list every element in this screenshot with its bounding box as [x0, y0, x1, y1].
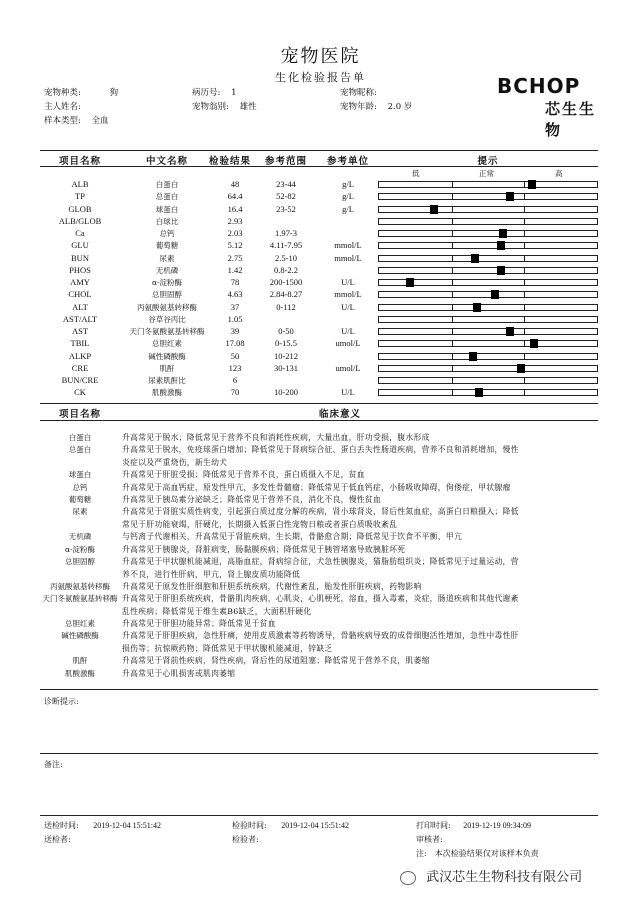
result-gauge	[378, 230, 598, 237]
gauge-marker	[497, 266, 505, 275]
table-row	[40, 338, 598, 350]
abbr-cell: CHOL	[68, 289, 92, 300]
abbr-cell: AST/ALT	[62, 313, 98, 324]
test-time-label: 检验时间:	[232, 821, 267, 830]
ref-range-cell: 52-82	[276, 191, 296, 202]
hint-low: 低	[412, 169, 420, 178]
cn-name-cell: 葡萄糖	[155, 241, 179, 251]
table-row	[40, 363, 598, 375]
result-cell: 78	[230, 277, 240, 287]
result-gauge	[378, 328, 598, 335]
cn-name-cell: 尿素肌酐比	[148, 376, 186, 385]
clinical-item-name: 尿素	[72, 507, 88, 517]
clinical-item	[40, 592, 598, 618]
case-value: 1	[231, 88, 237, 98]
clinical-top-rule	[40, 403, 598, 404]
gauge-marker	[497, 241, 505, 250]
abbr-cell: CK	[74, 387, 86, 398]
table-row	[40, 191, 598, 203]
test-time	[232, 820, 349, 831]
clinical-item	[40, 493, 598, 506]
unit-cell: mmol/L	[334, 289, 362, 300]
result-gauge	[378, 181, 598, 188]
clinical-item-name: 无机磷	[68, 532, 92, 542]
sender-label: 送检者:	[44, 835, 71, 844]
col-hint: 提示	[477, 156, 499, 167]
ref-range-cell: 10-200	[273, 387, 299, 398]
note-rule	[40, 753, 598, 754]
result-gauge	[378, 377, 598, 384]
sent-time-label: 送检时间:	[44, 821, 79, 830]
result-cell: 70	[230, 387, 240, 398]
unit-cell: U/L	[341, 326, 355, 336]
cn-name-cell: 无机磷	[155, 265, 179, 275]
clinical-item-text: 常见于肝功能衰竭，肝硬化，长期摄入低蛋白性宠物日粮或者蛋白质吸收紊乱	[122, 520, 398, 530]
clinical-item-text: 升高常见于甲状腺机能减退，高脂血症，肾病综合征，犬急性胰腺炎，猫脂肪组织炎；降低常见于过量运动，营	[122, 557, 519, 566]
col-unit: 参考单位	[326, 156, 369, 167]
diagnosis-rule	[40, 689, 598, 690]
logo-cn-text: 芯生生物	[545, 100, 597, 139]
clinical-item	[40, 629, 598, 655]
result-cell: 2.75	[227, 252, 243, 263]
print-time-label: 打印时间:	[416, 821, 451, 830]
owner-label: 主人姓名:	[44, 102, 81, 112]
cn-name-cell: 白球比	[155, 216, 179, 226]
clinical-item	[40, 654, 598, 667]
gauge-marker	[506, 327, 514, 336]
result-cell: 39	[230, 326, 240, 336]
watermark-text: 武汉芯生生物科技有限公司	[426, 870, 583, 885]
table-row	[40, 314, 598, 326]
unit-cell: U/L	[341, 387, 355, 398]
clinical-item-text: 升高常见于胰腺炎，肾脏病变，肠黏膜疾病；降低常见于胰管堵塞导致胰脏坏死	[122, 544, 406, 554]
result-cell: 16.4	[227, 203, 243, 214]
ref-range-cell: 0-112	[276, 301, 296, 312]
clinical-item-text: 升高常见于原发性肝细胞和肝胆系统疾病，代谢性紊乱，胎发性肝脏疾病，药物影响	[122, 581, 422, 591]
clinical-item-text: 升高常见于脱水，免疫球蛋白增加；降低常见于肾病综合征、蛋白丢失性肠道疾病，营养不良和消耗增加，慢性	[122, 445, 519, 455]
clinical-item-text: 升高常见于肝胆功能异常；降低常见于贫血	[122, 619, 276, 628]
brand-logo	[497, 74, 607, 139]
result-gauge	[378, 316, 598, 323]
result-gauge	[378, 279, 598, 286]
sex-value: 雄性	[239, 102, 257, 112]
table-row	[40, 302, 598, 314]
clinical-item-text: 炎症以及严重烧伤，新生幼犬	[122, 458, 228, 468]
ref-range-cell: 0-15.5	[275, 338, 297, 349]
info-sample	[44, 114, 109, 126]
unit-cell: mmol/L	[334, 240, 362, 251]
tester-label: 检验者:	[232, 835, 259, 844]
abbr-cell: ALKP	[68, 350, 92, 361]
result-cell: 5.12	[227, 240, 243, 251]
abbr-cell: BUN	[71, 252, 89, 263]
info-age	[340, 100, 412, 112]
cn-name-cell: 总胆固醇	[152, 290, 182, 300]
table-row	[40, 240, 598, 252]
result-gauge	[378, 304, 598, 311]
gauge-marker	[406, 278, 414, 287]
abbr-cell: TP	[75, 191, 85, 202]
clinical-meaning-header: 临床意义	[318, 409, 361, 420]
result-gauge	[378, 255, 598, 262]
table-row	[40, 253, 598, 265]
print-time-value: 2019-12-19 09:34:09	[463, 821, 532, 830]
table-row	[40, 228, 598, 240]
cn-name-cell: 总蛋白	[155, 192, 179, 202]
species-value: 狗	[109, 88, 119, 98]
clinical-item-name: 总蛋白	[68, 445, 92, 455]
ref-range-cell: 2.84-8.27	[269, 289, 303, 300]
result-gauge	[378, 365, 598, 372]
print-time	[416, 820, 531, 831]
sample-value: 全血	[91, 116, 109, 126]
result-gauge	[378, 353, 598, 360]
cn-name-cell: 总钙	[159, 229, 175, 238]
abbr-cell: ALB/GLOB	[58, 215, 102, 226]
col-result: 检验结果	[208, 156, 251, 167]
table-row	[40, 204, 598, 216]
watermark	[400, 866, 582, 885]
clinical-item-text: 升高常见于脱水；降低常见于营养不良和消耗性疾病，大量出血，肝功受损，腹水形成	[122, 433, 430, 442]
clinical-item-name: 丙氨酸氨基转移酶	[50, 581, 110, 591]
result-cell: 4.63	[227, 289, 243, 300]
result-cell: 123	[228, 362, 242, 373]
abbr-cell: ALT	[72, 301, 88, 312]
hint-high: 高	[555, 169, 563, 178]
col-ref: 参考范围	[264, 156, 307, 167]
note-label: 备注:	[44, 760, 63, 769]
cn-name-cell: 总胆红素	[152, 339, 182, 349]
info-sex	[192, 100, 257, 112]
clinical-item	[40, 555, 598, 581]
clinical-item-name: 葡萄糖	[68, 495, 92, 504]
test-time-value: 2019-12-04 15:51:42	[281, 821, 350, 830]
info-owner	[44, 100, 84, 112]
table-row	[40, 277, 598, 289]
cn-name-cell: 尿素	[159, 253, 175, 263]
gauge-marker	[499, 229, 507, 238]
table-row	[40, 289, 598, 301]
species-label: 宠物种类:	[44, 88, 81, 98]
table-row	[40, 326, 598, 338]
abbr-cell: AMY	[70, 277, 90, 287]
result-cell: 37	[230, 301, 240, 312]
unit-cell: g/L	[342, 179, 354, 189]
report-subtitle: 生化检验报告单	[275, 71, 366, 84]
gauge-marker	[430, 205, 438, 214]
sample-label: 样本类型:	[44, 116, 81, 126]
clinical-item-text: 升高常见于肝脏受损；降低常见于营养不良，蛋白质摄入不足，贫血	[122, 470, 365, 480]
col-item: 项目名称	[58, 156, 101, 167]
abbr-cell: TBIL	[70, 338, 90, 349]
clinical-item-name: 碱性磷酸酶	[61, 631, 99, 641]
clinical-item-name: 肌酐	[72, 656, 88, 666]
abbr-cell: CRE	[71, 362, 89, 373]
result-gauge	[378, 193, 598, 200]
table-row	[40, 179, 598, 191]
table-top-rule	[40, 150, 598, 151]
result-cell: 50	[230, 350, 240, 361]
age-value: 2.0 岁	[387, 102, 413, 112]
clinical-item-text: 乱性疾病；降低常见于维生素B6缺乏，大面积肝硬化	[122, 607, 312, 617]
ref-range-cell: 0.8-2.2	[273, 264, 299, 275]
cn-name-cell: 球蛋白	[155, 204, 179, 214]
wechat-icon	[400, 871, 416, 885]
clinical-item	[40, 543, 598, 556]
result-cell: 1.05	[227, 313, 243, 324]
result-gauge	[378, 340, 598, 347]
ref-range-cell: 1.97-3	[275, 228, 297, 238]
unit-cell: mmol/L	[334, 252, 362, 263]
result-gauge	[378, 218, 598, 225]
nickname-label: 宠物昵称:	[340, 88, 377, 98]
result-cell: 2.03	[227, 228, 243, 238]
result-cell: 2.93	[227, 215, 243, 226]
clinical-item-text: 升高常见于肾前性疾病，肾性疾病，肾后性的尿道阻塞；降低常见于营养不良，肌萎缩	[122, 656, 430, 666]
clinical-item-text: 升高常见于肾脏实质性病变，引起蛋白质过度分解的疾病，肾小球肾炎，肾后性氮血症，高蛋白日粮摄入；降低	[122, 507, 519, 517]
unit-cell: g/L	[342, 191, 354, 202]
clinical-item	[40, 530, 598, 543]
clinical-item-text: 升高常见于胰岛素分泌缺乏；降低常见于营养不良，消化不良，慢性贫血	[122, 495, 382, 504]
result-cell: 17.08	[225, 338, 245, 349]
clinical-item-text: 升高常见于肝胆系统疾病，骨骼肌肉疾病，心肌炎，心肌梗死，溶血，摄入毒素，炎症，肠道疾病和其他代谢紊	[122, 594, 519, 604]
clinical-item-text: 养不良，进行性肝病，甲亢，肾上腺皮质功能降低	[122, 570, 301, 579]
cn-name-cell: 丙氨酸氨基转移酶	[137, 302, 197, 312]
diagnosis-label: 诊断提示:	[44, 697, 79, 706]
sex-label: 宠物翁别:	[192, 102, 229, 112]
result-gauge	[378, 242, 598, 249]
sent-time	[44, 820, 161, 831]
result-gauge	[378, 267, 598, 274]
gauge-marker	[506, 192, 514, 201]
unit-cell: U/L	[341, 277, 355, 287]
clinical-item-name: 天门冬氨酸氨基转移酶	[42, 594, 118, 604]
gauge-marker	[471, 254, 479, 263]
result-gauge	[378, 389, 598, 396]
cn-name-cell: α-淀粉酶	[151, 278, 183, 287]
abbr-cell: ALB	[71, 179, 89, 189]
age-label: 宠物年龄:	[340, 102, 377, 112]
table-row	[40, 265, 598, 277]
clinical-item-text: 升高常见于心肌损害或肌肉萎缩	[122, 668, 236, 678]
gauge-marker	[528, 180, 536, 189]
cn-name-cell: 碱性磷酸酶	[148, 351, 186, 361]
cn-name-cell: 谷草谷丙比	[148, 314, 186, 324]
info-case	[192, 86, 237, 98]
abbr-cell: PHOS	[69, 264, 91, 275]
table-row	[40, 351, 598, 363]
clinical-item-text: 损伤等；抗惊厥药物；降低常见于甲状腺机能减退，锌缺乏	[122, 644, 333, 654]
result-cell: 6	[232, 375, 238, 385]
clinical-item-name: 肌酸激酶	[65, 668, 95, 678]
clinical-item-name: α-淀粉酶	[64, 544, 96, 554]
report-title: 宠物医院	[280, 46, 361, 67]
clinical-item	[40, 468, 598, 481]
clinical-item-header: 项目名称	[58, 409, 101, 420]
table-row	[40, 375, 598, 387]
table-row	[40, 387, 598, 399]
clinical-item-text: 升高常见于肝胆疾病，急性肝痛，使用皮质激素等药物诱导，骨骼疾病导致的成骨细胞活性增加，急性中毒性肝	[122, 631, 519, 641]
info-species	[44, 86, 118, 98]
disclaimer: 注: 本次检验结果仅对该样本负责	[416, 849, 539, 858]
clinical-item	[40, 505, 598, 531]
clinical-item-name: 总钙	[72, 482, 88, 492]
sent-time-value: 2019-12-04 15:51:42	[93, 821, 162, 830]
clinical-item-name: 总胆红素	[65, 619, 95, 628]
ref-range-cell: 200-1500	[269, 277, 303, 287]
abbr-cell: GLU	[71, 240, 89, 251]
clinical-item-name: 总胆固醇	[65, 557, 95, 566]
cn-name-cell: 肌酐	[159, 363, 175, 373]
table-row	[40, 216, 598, 228]
result-gauge	[378, 291, 598, 298]
ref-range-cell: 23-52	[276, 203, 296, 214]
cn-name-cell: 肌酸激酶	[152, 388, 182, 398]
clinical-item-name: 白蛋白	[68, 433, 92, 442]
clinical-header-rule	[40, 420, 598, 421]
clinical-item	[40, 481, 598, 494]
clinical-item	[40, 617, 598, 630]
hint-normal: 正常	[479, 169, 494, 178]
result-cell: 64.4	[227, 191, 243, 202]
clinical-item-text: 与钙离子代谢相关，升高常见于肾脏疾病，生长期，骨骼愈合期；降低常见于饮食不平衡，甲亢	[122, 532, 463, 542]
ref-range-cell: 10-212	[273, 350, 299, 361]
cn-name-cell: 白蛋白	[155, 180, 179, 189]
unit-cell: umol/L	[335, 362, 361, 373]
clinical-item	[40, 667, 598, 680]
gauge-marker	[517, 364, 525, 373]
ref-range-cell: 30-131	[273, 362, 299, 373]
gauge-marker	[530, 339, 538, 348]
footer-rule	[40, 815, 598, 816]
cn-name-cell: 天门冬氨酸氨基转移酶	[129, 327, 205, 336]
unit-cell: U/L	[341, 301, 355, 312]
info-nickname	[340, 86, 380, 98]
abbr-cell: Ca	[75, 228, 85, 238]
reviewer-label: 审核者:	[416, 835, 443, 844]
gauge-marker	[473, 303, 481, 312]
result-gauge	[378, 206, 598, 213]
clinical-item	[40, 580, 598, 593]
ref-range-cell: 2.5-10	[275, 252, 297, 263]
unit-cell: g/L	[342, 203, 354, 214]
result-cell: 1.42	[227, 264, 243, 275]
result-cell: 48	[230, 179, 240, 189]
table-header-rule	[40, 166, 598, 167]
clinical-item-text: 升高常见于高血钙症，原发性甲亢，多发性骨髓瘤；降低常见于低血钙症，小肠吸收障碍，佝偻症，甲状腺瘤	[122, 482, 511, 492]
col-cn: 中文名称	[145, 156, 188, 167]
clinical-item	[40, 443, 598, 469]
logo-brand-text: BCHOP	[497, 74, 581, 98]
clinical-item-name: 球蛋白	[68, 470, 92, 480]
gauge-marker	[475, 388, 483, 397]
clinical-item	[40, 431, 598, 444]
abbr-cell: AST	[71, 326, 89, 336]
ref-range-cell: 4.11-7.95	[269, 240, 303, 251]
gauge-marker	[469, 352, 477, 361]
gauge-marker	[491, 290, 499, 299]
unit-cell: umol/L	[335, 338, 361, 349]
case-label: 病历号:	[192, 88, 221, 98]
ref-range-cell: 0-50	[278, 326, 294, 336]
ref-range-cell: 23-44	[276, 179, 296, 189]
abbr-cell: BUN/CRE	[61, 375, 99, 385]
abbr-cell: GLOB	[68, 203, 92, 214]
